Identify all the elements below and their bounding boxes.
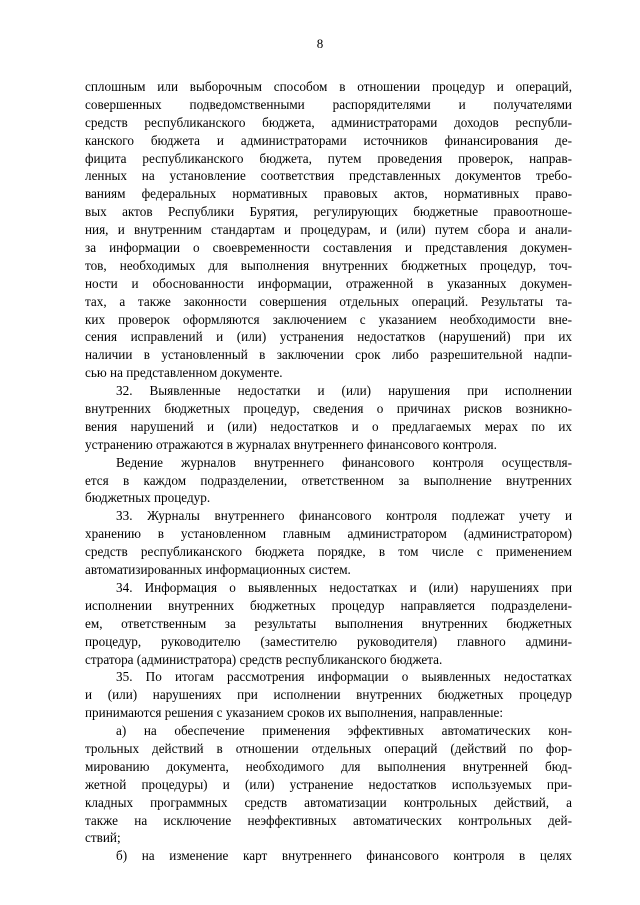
document-body	[85, 78, 572, 865]
text-line: сью на представленном документе.	[85, 365, 283, 381]
text-line: вения нарушений и (или) недостатков и о предлагаемых мерах по их	[85, 418, 572, 434]
text-line: тах, а также законности совершения отдельных операций. Результаты та-	[85, 293, 572, 309]
text-line: кладных программных средств автоматизации контрольных действий, а	[85, 794, 572, 810]
text-line: стратора (администратора) средств республиканского бюджета.	[85, 651, 443, 667]
paragraph-35a	[85, 722, 572, 847]
text-line: 33. Журналы внутреннего финансового контроля подлежат учету и	[116, 508, 572, 524]
text-line: исполнении внутренних бюджетных процедур направляется подразделени-	[85, 597, 572, 613]
text-line: тов, необходимых для выполнения внутренних бюджетных процедур, точ-	[85, 257, 572, 273]
paragraph-35	[85, 668, 572, 722]
text-line: совершенных подведомственными распорядителями и получателями	[85, 96, 572, 112]
text-line: ких проверок оформляются заключением с указанием необходимости вне-	[85, 311, 572, 327]
text-line: фицита республиканского бюджета, путем проведения проверок, направ-	[85, 150, 572, 166]
text-line: вых актов Республики Бурятия, регулирующих бюджетные правоотноше-	[85, 204, 572, 220]
text-line: ем, ответственным за результаты выполнения внутренних бюджетных	[85, 615, 572, 631]
text-line: за информации о своевременности составления и представления докумен-	[85, 240, 572, 256]
text-line: сплошным или выборочным способом в отношении процедур и операций,	[85, 79, 572, 94]
text-line: автоматизированных информационных систем.	[85, 562, 351, 578]
paragraph-32	[85, 382, 572, 454]
text-line: и (или) нарушениях при исполнении внутренних бюджетных процедур	[85, 687, 572, 703]
text-line: внутренних бюджетных процедур, сведения о причинах рисков возникно-	[85, 401, 572, 417]
text-line: б) на изменение карт внутреннего финансового контроля в целях	[116, 848, 572, 864]
paragraph-continuation	[85, 78, 572, 382]
text-line: Ведение журналов внутреннего финансового контроля осуществля-	[116, 454, 572, 470]
text-line: 35. По итогам рассмотрения информации о выявленных недостатках	[116, 669, 572, 685]
text-line: бюджетных процедур.	[85, 490, 211, 506]
text-line: средств республиканского бюджета, администраторами доходов республи-	[85, 114, 572, 130]
text-line: 32. Выявленные недостатки и (или) нарушения при исполнении	[116, 383, 572, 399]
text-line: ленных на установление соответствия представленных документов требо-	[85, 168, 572, 184]
text-line: наличии в установленный в заключении срок либо разрешительной надпи-	[85, 347, 572, 363]
paragraph-33	[85, 507, 572, 579]
text-line: канского бюджета и администраторами источников финансирования де-	[85, 132, 572, 148]
paragraph-journals	[85, 454, 572, 508]
text-line: хранению в установленном главным администратором (администратором)	[85, 526, 572, 542]
text-line: жетной процедуры) и (или) устранение недостатков используемых при-	[85, 776, 572, 792]
text-line: ния, и внутренним стандартам и процедурам, и (или) путем сбора и анали-	[85, 222, 572, 238]
page-number: 8	[316, 36, 324, 51]
paragraph-35b	[85, 847, 572, 865]
text-line: а) на обеспечение применения эффективных автоматических кон-	[116, 723, 572, 739]
text-line: ности и обоснованности информации, отраженной в указанных докумен-	[85, 275, 572, 291]
text-line: мированию документа, необходимого для выполнения внутренней бюд-	[85, 758, 572, 774]
text-line: процедур, руководителю (заместителю руководителя) главного админи-	[85, 633, 572, 649]
text-line: ется в каждом подразделении, ответственном за выполнение внутренних	[85, 472, 572, 488]
text-line: сения исправлений и (или) устранения недостатков (нарушений) при их	[85, 329, 572, 345]
text-line: трольных действий в отношении отдельных операций (действий по фор-	[85, 740, 572, 756]
text-line: 34. Информация о выявленных недостатках и (или) нарушениях при	[116, 579, 572, 595]
text-line: ствий;	[85, 830, 121, 846]
text-line: также на исключение неэффективных автоматических контрольных дей-	[85, 812, 572, 828]
text-line: средств республиканского бюджета порядке, в том числе с применением	[85, 544, 572, 560]
paragraph-34	[85, 579, 572, 668]
text-line: устранению отражаются в журналах внутреннего финансового контроля.	[85, 436, 497, 452]
text-line: ваниям федеральных нормативных правовых актов, нормативных право-	[85, 186, 572, 202]
text-line: принимаются решения с указанием сроков их выполнения, направленные:	[85, 705, 504, 721]
